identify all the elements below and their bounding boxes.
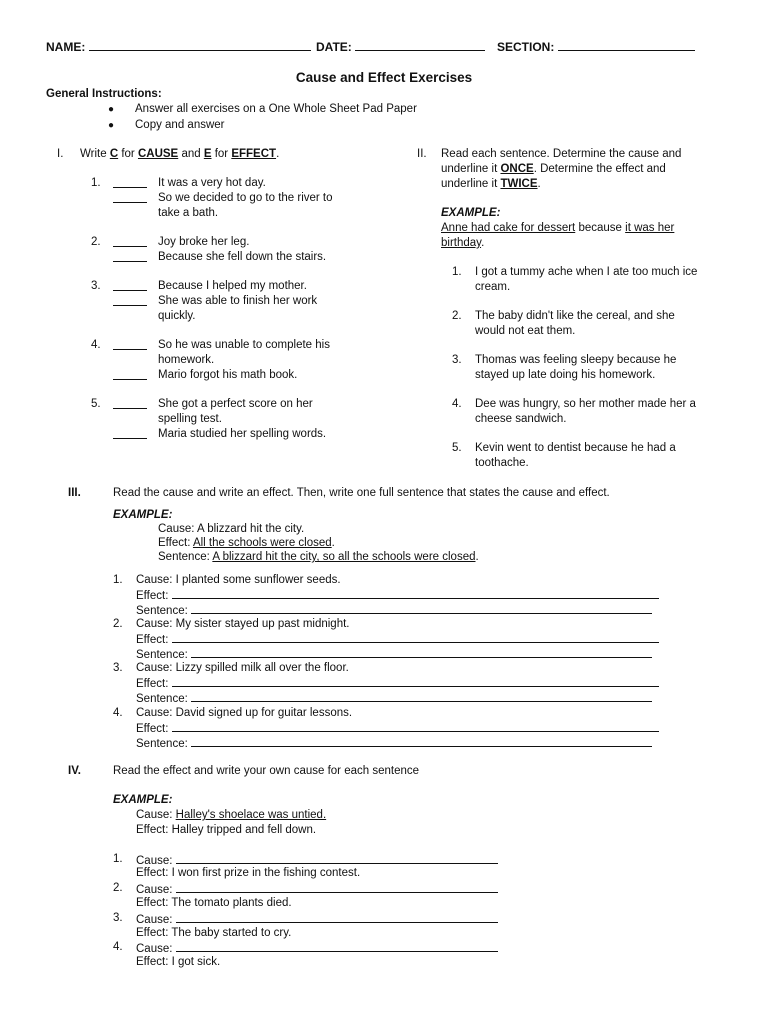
p1-item-text: It was a very hot day. [158, 177, 266, 189]
p3-item-cause: Cause: I planted some sunflower seeds. [136, 574, 341, 586]
bullet-icon: ● [108, 120, 115, 131]
p2-item-num: 5. [452, 442, 462, 454]
part2-instruction-line: Read each sentence. Determine the cause and [441, 148, 682, 160]
p2-item-text: cheese sandwich. [475, 413, 567, 425]
p1-item-num: 1. [91, 177, 101, 189]
sentence-blank[interactable] [191, 691, 652, 702]
p3-sentence-line: Sentence: [136, 691, 652, 705]
p3-item-num: 1. [113, 574, 123, 586]
part3-example-label: EXAMPLE: [113, 509, 173, 521]
p3-item-num: 3. [113, 662, 123, 674]
p1-item-text: homework. [158, 354, 215, 366]
p3-effect-line: Effect: [136, 676, 659, 690]
part2-example-label: EXAMPLE: [441, 207, 501, 219]
p1-item-text: So we decided to go to the river to [158, 192, 333, 204]
cause-blank[interactable] [176, 941, 498, 952]
p3-item-cause: Cause: David signed up for guitar lessons. [136, 707, 353, 719]
p2-item-text: Thomas was feeling sleepy because he [475, 354, 677, 366]
p3-item-num: 2. [113, 618, 123, 630]
part3-example-sentence: Sentence: A blizzard hit the city, so all the schools were closed. [158, 551, 479, 563]
p2-item-num: 3. [452, 354, 462, 366]
section-blank[interactable] [558, 40, 695, 51]
p1-item-text: take a bath. [158, 207, 219, 219]
part3-numeral: III. [68, 487, 81, 499]
part4-example-cause: Cause: Halley's shoelace was untied. [136, 809, 327, 821]
answer-blank[interactable] [113, 295, 147, 306]
p4-cause-line: Cause: [136, 853, 498, 867]
effect-blank[interactable] [172, 632, 659, 643]
p3-item-cause: Cause: Lizzy spilled milk all over the floor. [136, 662, 349, 674]
p1-item-text: Mario forgot his math book. [158, 369, 298, 381]
general-instructions-label: General Instructions: [46, 88, 162, 100]
bullet-icon: ● [108, 104, 115, 115]
part3-instruction: Read the cause and write an effect. Then, write one full sentence that states the cause and effect. [113, 487, 610, 499]
answer-blank[interactable] [113, 280, 147, 291]
p2-item-num: 1. [452, 266, 462, 278]
p3-item-cause: Cause: My sister stayed up past midnight. [136, 618, 350, 630]
p1-item-num: 3. [91, 280, 101, 292]
p2-item-text: I got a tummy ache when I ate too much ice [475, 266, 698, 278]
p4-item-effect: Effect: I won first prize in the fishing contest. [136, 867, 361, 879]
p3-item-num: 4. [113, 707, 123, 719]
name-blank[interactable] [89, 40, 311, 51]
answer-blank[interactable] [113, 339, 147, 350]
p1-item-text: Because she fell down the stairs. [158, 251, 327, 263]
p4-item-num: 3. [113, 912, 123, 924]
part4-instruction: Read the effect and write your own cause for each sentence [113, 765, 420, 777]
p4-cause-line: Cause: [136, 912, 498, 926]
general-bullet-2: Copy and answer [135, 119, 225, 131]
p2-item-num: 2. [452, 310, 462, 322]
p4-item-num: 1. [113, 853, 123, 865]
p3-sentence-line: Sentence: [136, 736, 652, 750]
p2-item-text: would not eat them. [475, 325, 576, 337]
part1-numeral: I. [57, 148, 64, 160]
p4-cause-line: Cause: [136, 882, 498, 896]
p3-sentence-line: Sentence: [136, 647, 652, 661]
date-blank[interactable] [355, 40, 485, 51]
p2-item-num: 4. [452, 398, 462, 410]
part2-example: birthday. [441, 237, 485, 249]
p2-item-text: toothache. [475, 457, 529, 469]
p1-item-num: 2. [91, 236, 101, 248]
p4-item-effect: Effect: The tomato plants died. [136, 897, 292, 909]
p1-item-text: Maria studied her spelling words. [158, 428, 327, 440]
effect-blank[interactable] [172, 721, 659, 732]
part2-instruction-line: underline it ONCE. Determine the effect and [441, 163, 666, 175]
sentence-blank[interactable] [191, 736, 652, 747]
part2-numeral: II. [417, 148, 427, 160]
p2-item-text: cream. [475, 281, 511, 293]
p2-item-text: stayed up late doing his homework. [475, 369, 656, 381]
part1-instruction: Write C for CAUSE and E for EFFECT. [80, 148, 280, 160]
answer-blank[interactable] [113, 192, 147, 203]
general-bullet-1: Answer all exercises on a One Whole Sheet Pad Paper [135, 103, 417, 115]
answer-blank[interactable] [113, 177, 147, 188]
p2-item-text: Dee was hungry, so her mother made her a [475, 398, 696, 410]
part4-numeral: IV. [68, 765, 82, 777]
sentence-blank[interactable] [191, 647, 652, 658]
answer-blank[interactable] [113, 251, 147, 262]
part4-example-label: EXAMPLE: [113, 794, 173, 806]
date-label: DATE: [316, 40, 485, 54]
part2-instruction-line: underline it TWICE. [441, 178, 541, 190]
p4-cause-line: Cause: [136, 941, 498, 955]
p1-item-num: 5. [91, 398, 101, 410]
p2-item-text: The baby didn't like the cereal, and she [475, 310, 675, 322]
p3-effect-line: Effect: [136, 632, 659, 646]
answer-blank[interactable] [113, 369, 147, 380]
part3-example-effect: Effect: All the schools were closed. [158, 537, 335, 549]
p2-item-text: Kevin went to dentist because he had a [475, 442, 676, 454]
p4-item-num: 2. [113, 882, 123, 894]
effect-blank[interactable] [172, 588, 659, 599]
answer-blank[interactable] [113, 428, 147, 439]
p3-sentence-line: Sentence: [136, 603, 652, 617]
p1-item-text: She was able to finish her work [158, 295, 318, 307]
p1-item-text: Joy broke her leg. [158, 236, 250, 248]
p3-effect-line: Effect: [136, 588, 659, 602]
page-title: Cause and Effect Exercises [295, 70, 473, 85]
p1-item-text: She got a perfect score on her [158, 398, 313, 410]
p4-item-num: 4. [113, 941, 123, 953]
name-label: NAME: [46, 40, 311, 54]
p4-item-effect: Effect: I got sick. [136, 956, 221, 968]
answer-blank[interactable] [113, 236, 147, 247]
cause-blank[interactable] [176, 882, 498, 893]
answer-blank[interactable] [113, 398, 147, 409]
p3-effect-line: Effect: [136, 721, 659, 735]
p4-item-effect: Effect: The baby started to cry. [136, 927, 292, 939]
p1-item-num: 4. [91, 339, 101, 351]
sentence-blank[interactable] [191, 603, 652, 614]
p1-item-text: So he was unable to complete his [158, 339, 330, 351]
cause-blank[interactable] [176, 912, 498, 923]
effect-blank[interactable] [172, 676, 659, 687]
p1-item-text: quickly. [158, 310, 196, 322]
part4-example-effect: Effect: Halley tripped and fell down. [136, 824, 317, 836]
p1-item-text: Because I helped my mother. [158, 280, 307, 292]
section-label: SECTION: [497, 40, 695, 54]
part3-example-cause: Cause: A blizzard hit the city. [158, 523, 305, 535]
part2-example: Anne had cake for dessert because it was her [441, 222, 675, 234]
p1-item-text: spelling test. [158, 413, 222, 425]
cause-blank[interactable] [176, 853, 498, 864]
